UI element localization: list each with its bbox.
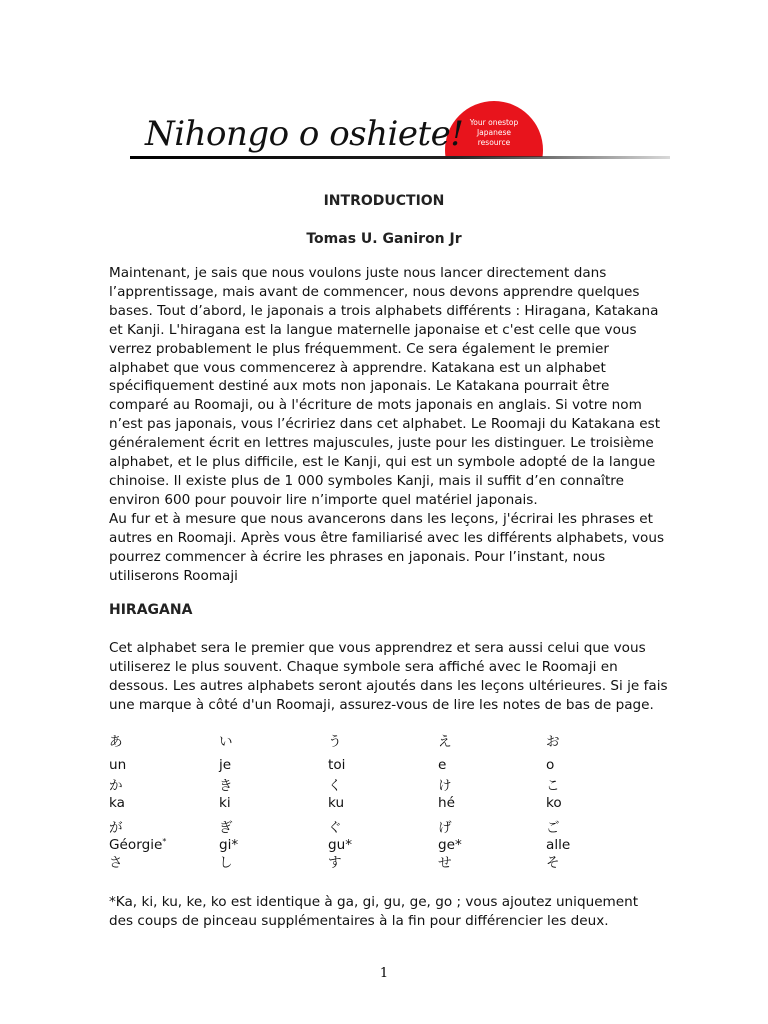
logo-tagline: Your onestop Japanese resource <box>469 118 519 147</box>
logo-underline <box>130 156 670 159</box>
page-number: 1 <box>379 966 389 981</box>
author-name: Tomas U. Ganiron Jr <box>306 231 462 247</box>
hiragana-paragraph: Cet alphabet sera le premier que vous apprendrez et sera aussi celui que vous utiliserez le plus souvent. Chaque symbole sera affiché avec le Roomaji en dessous. Les autres alphabets seront ajoutés dans les leçons ultérieures. Si je fais une marque à côté d'un Roomaji, assurez-vous de lire les notes de bas de page. <box>109 640 668 713</box>
site-logo <box>0 0 768 180</box>
intro-paragraph: Maintenant, je sais que nous voulons juste nous lancer directement dans l’apprentissage, mais avant de commencer, nous devons apprendre quelques bases. Tout d’abord, le japonais a trois alphabets différents : Hiragana, Katakana et Kanji. L'hiragana est la langue maternelle japonaise et c'est celle que vous verrez probablement le plus fréquemment. Ce sera également le premier alphabet que vous commencerez à apprendre. Katakana est un alphabet spécifiquement destiné aux mots non japonais. Le Katakana pourrait être comparé au Roomaji, ou à l'écriture de mots japonais en anglais. Si votre nom n’est pas japonais, vous l’écririez dans cet alphabet. Le Roomaji du Katakana est généralement écrit en lettres majuscules, juste pour les distinguer. Le troisième alphabet, et le plus difficile, est le Kanji, qui est un symbole adopté de la langue chinoise. Il existe plus de 1 000 symboles Kanji, mais il suffit d’en connaître environ 600 pour pouvoir lire n’importe quel matériel japonais. Au fur et à mesure que nous avancerons dans les leçons, j'écrirai les phrases et autres en Roomaji. Après vous être familiarisé avec les différents alphabets, vous pourrez commencer à écrire les phrases en japonais. Pour l’instant, nous utiliserons Roomaji <box>109 265 665 584</box>
footnote: *Ka, ki, ku, ke, ko est identique à ga, gi, gu, ge, go ; vous ajoutez uniquement des coups de pinceau supplémentaires à la fin pour différencier les deux. <box>109 894 639 929</box>
page-title: INTRODUCTION <box>323 193 445 209</box>
logo-text: Nihongo o oshiete! <box>145 114 464 154</box>
document-page: Your onestop Japanese resource Nihongo o oshiete! INTRODUCTION Tomas U. Ganiron Jr Maintenant, je sais que nous voulons juste nous lancer directement dans l’apprentissage, mais avant de commencer, nous devons apprendre quelques bases. Tout d’abord, le japonais a trois alphabets différents : Hiragana, Katakana et Kanji. L'hiragana est la langue maternelle japonaise et c'est celle que vous verrez probablement le plus fréquemment. Ce sera également le premier alphabet que vous commencerez à apprendre. Katakana est un alphabet spécifiquement destiné aux mots non japonais. Le Katakana pourrait être comparé au Roomaji, ou à l'écriture de mots japonais en anglais. Si votre nom n’est pas japonais, vous l’écririez dans cet alphabet. Le Roomaji du Katakana est généralement écrit en lettres majuscules, juste pour les distinguer. Le troisième alphabet, et le plus difficile, est le Kanji, qui est un symbole adopté de la langue chinoise. Il existe plus de 1 000 symboles Kanji, mais il suffit d’en connaître environ 600 pour pouvoir lire n’importe quel matériel japonais. Au fur et à mesure que nous avancerons dans les leçons, j'écrirai les phrases et autres en Roomaji. Après vous être familiarisé avec les différents alphabets, vous pourrez commencer à écrire les phrases en japonais. Pour l’instant, nous utiliserons Roomaji HIRAGANA Cet alphabet sera le premier que vous apprendrez et sera aussi celui que vous utiliserez le plus souvent. Chaque symbole sera affiché avec le Roomaji en dessous. Les autres alphabets seront ajoutés dans les leçons ultérieures. Si je fais une marque à côté d'un Roomaji, assurez-vous de lire les notes de bas de page. あ い う え お un je toi e o か き く け こ ka ki ku hé ko が ぎ ぐ げ ご Géorgie* gi* gu* ge* alle さ し す せ そ *Ka, ki, ku, ke, ko est identique à ga, gi, gu, ge, go ; vous ajoutez uniquement des coups de pinceau supplémentaires à la fin pour différencier les deux. 1 <box>0 0 768 1024</box>
hiragana-heading: HIRAGANA <box>109 602 193 618</box>
footnote-marker: * <box>162 837 167 846</box>
